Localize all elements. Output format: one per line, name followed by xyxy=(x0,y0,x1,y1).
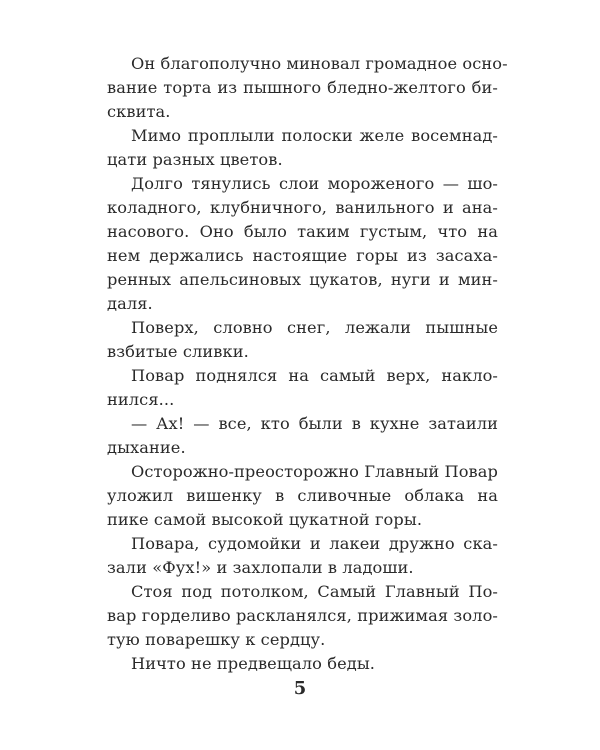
text-line: Ничто не предвещало беды. xyxy=(131,654,376,673)
paragraph xyxy=(107,532,498,580)
text-line: дыхание. xyxy=(107,438,186,457)
text-line: Поверх, словно снег, лежали пышные xyxy=(131,318,498,337)
text-line: — Ах! — все, кто были в кухне затаили xyxy=(131,414,498,433)
text-line: ренных апельсиновых цукатов, нуги и мин- xyxy=(107,270,498,289)
text-line: вар горделиво раскланялся, прижимая золо- xyxy=(107,606,498,625)
paragraph xyxy=(107,172,498,316)
paragraph xyxy=(107,652,498,676)
text-line: Мимо проплыли полоски желе восемнад- xyxy=(131,126,498,145)
paragraph xyxy=(107,460,498,532)
text-line: Он благополучно миновал громадное осно- xyxy=(131,54,508,73)
text-line: нился... xyxy=(107,390,175,409)
paragraph xyxy=(107,580,498,652)
paragraph xyxy=(107,52,508,124)
text-line: Повар поднялся на самый верх, накло- xyxy=(131,366,498,385)
text-line: вание торта из пышного бледно-желтого би- xyxy=(107,78,498,97)
page-number: 5 xyxy=(293,678,307,699)
text-line: нем держались настоящие горы из засаха- xyxy=(107,246,498,265)
text-line: Стоя под потолком, Самый Главный По- xyxy=(131,582,498,601)
text-line: пике самой высокой цукатной горы. xyxy=(107,510,423,529)
text-line: тую поварешку к сердцу. xyxy=(107,630,326,649)
text-line: зали «Фух!» и захлопали в ладоши. xyxy=(107,558,414,577)
text-line: сквита. xyxy=(107,102,171,121)
paragraph xyxy=(107,412,498,460)
text-line: насового. Оно было таким густым, что на xyxy=(107,222,498,241)
text-line: коладного, клубничного, ванильного и ана- xyxy=(107,198,498,217)
text-line: Осторожно-преосторожно Главный Повар xyxy=(131,462,498,481)
text-line: уложил вишенку в сливочные облака на xyxy=(107,486,498,505)
text-line: взбитые сливки. xyxy=(107,342,249,361)
text-line: Повара, судомойки и лакеи дружно ска- xyxy=(131,534,498,553)
paragraph xyxy=(107,124,498,172)
page-text xyxy=(107,52,508,676)
text-line: даля. xyxy=(107,294,153,313)
paragraph xyxy=(107,364,498,412)
text-line: цати разных цветов. xyxy=(107,150,283,169)
text-line: Долго тянулись слои мороженого — шо- xyxy=(131,174,498,193)
paragraph xyxy=(107,316,498,364)
